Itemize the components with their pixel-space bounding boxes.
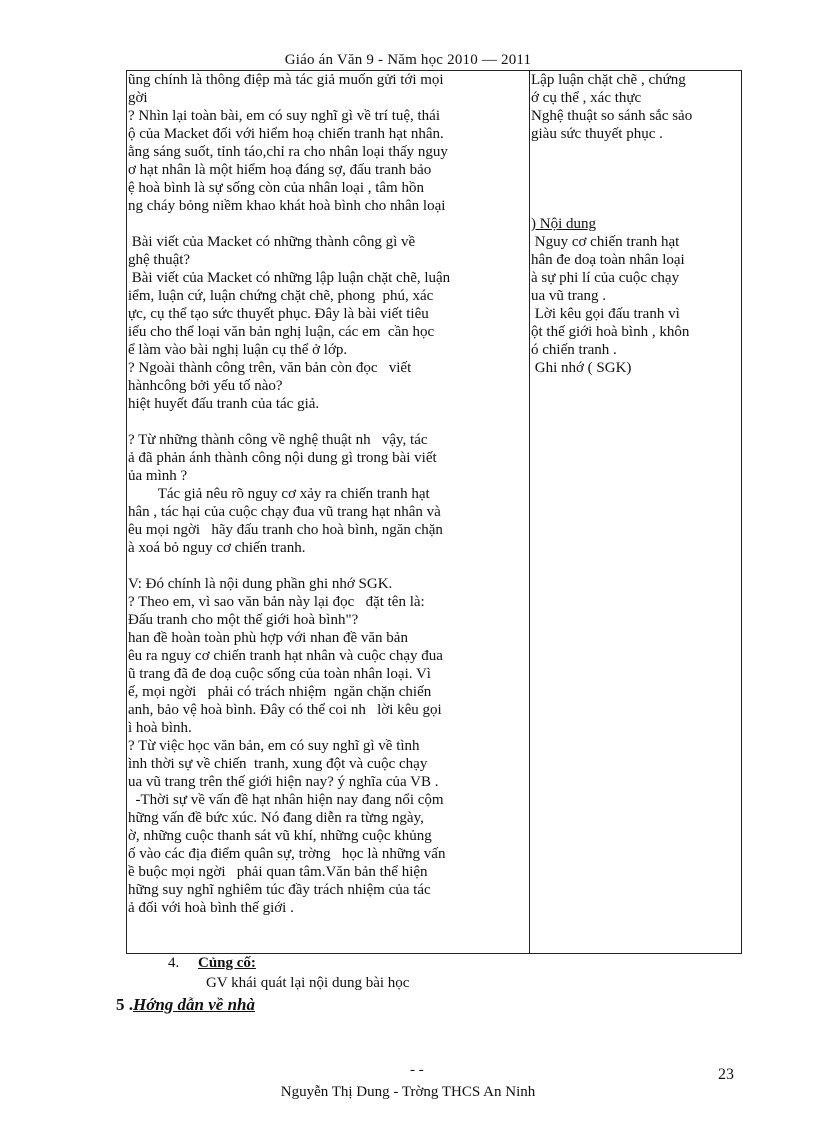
activity-text-line xyxy=(127,557,529,575)
content-text-line: Lập luận chặt chẽ , chứng xyxy=(531,72,686,88)
activity-column xyxy=(127,71,530,953)
activity-text-line: ì hoà bình. xyxy=(128,720,192,736)
activity-text-line: Bài viết của Macket có những lập luận chặt chẽ, luận xyxy=(128,270,451,286)
activity-text-line: ả đã phản ánh thành công nội dung gì trong bài viết xyxy=(128,450,437,466)
content-text-line: ua vũ trang . xyxy=(531,288,606,304)
activity-text-line: anh, bảo vệ hoà bình. Đây có thể coi nh lời kêu gọi xyxy=(128,702,442,718)
activity-text-line: ua vũ trang trên thế giới hiện nay? ý nghĩa của VB . xyxy=(128,774,439,790)
activity-text-line: ực, cụ thể tạo sức thuyết phục. Đây là bài viết tiêu xyxy=(128,306,429,322)
activity-text-line: ? Ngoài thành công trên, văn bản còn đọc viết xyxy=(128,360,412,376)
huong-dan-number: 5 . xyxy=(116,995,133,1014)
content-column xyxy=(530,71,739,953)
cung-co-title: Củng cố: xyxy=(198,955,256,971)
content-text-line: ó chiến tranh . xyxy=(531,342,617,358)
activity-text-line: hân , tác hại của cuộc chạy đua vũ trang hạt nhân và xyxy=(128,504,441,520)
activity-text-line: ộ của Macket đối với hiểm hoạ chiến tranh hạt nhân. xyxy=(128,126,444,142)
activity-text-line: ơ hạt nhân là một hiểm hoạ đáng sợ, đấu tranh bảo xyxy=(128,162,432,178)
activity-text-line: ằng sáng suốt, tỉnh táo,chỉ ra cho nhân loại thấy nguy xyxy=(128,144,448,160)
activity-text-line: ủa mình ? xyxy=(128,468,188,484)
content-text-line: giàu sức thuyết phục . xyxy=(531,126,663,142)
page-number: 23 xyxy=(718,1066,734,1083)
activity-text-line: V: Đó chính là nội dung phần ghi nhớ SGK. xyxy=(128,576,393,592)
activity-text-line: ũng chính là thông điệp mà tác giả muốn gửi tới mọi xyxy=(128,72,444,88)
activity-text-line: ình thời sự về chiến tranh, xung đột và cuộc chạy xyxy=(128,756,428,772)
activity-text-line: ả đối với hoà bình thế giới . xyxy=(128,900,294,916)
page-footer: Nguyễn Thị Dung - Trờng THCS An Ninh xyxy=(280,1084,536,1100)
activity-text-line: êu ra nguy cơ chiến tranh hạt nhân và cuộc chạy đua xyxy=(128,648,443,664)
content-text-line xyxy=(530,179,739,197)
activity-text-line: hànhcông bởi yếu tố nào? xyxy=(128,378,283,394)
activity-text-line: ? Từ những thành công về nghệ thuật nh vậy, tác xyxy=(128,432,428,448)
activity-text-line: ? Từ việc học văn bản, em có suy nghĩ gì về tình xyxy=(128,738,420,754)
content-text-line: Lời kêu gọi đấu tranh vì xyxy=(531,306,680,322)
activity-text-line: iểu cho thể loại văn bản nghị luận, các em cần học xyxy=(128,324,435,340)
activity-text-line xyxy=(127,413,529,431)
activity-text-line: ? Nhìn lại toàn bài, em có suy nghĩ gì về trí tuệ, thái xyxy=(128,108,441,124)
lesson-table xyxy=(126,70,742,954)
huong-dan-heading xyxy=(116,995,255,1015)
activity-text-line: hiệt huyết đấu tranh của tác giả. xyxy=(128,396,320,412)
activity-text-line: ghệ thuật? xyxy=(128,252,191,268)
activity-text-line: ờ, những cuộc thanh sát vũ khí, những cuộc khủng xyxy=(128,828,432,844)
activity-text-line: ố vào các địa điểm quân sự, trờng học là những vấn xyxy=(128,846,446,862)
content-text-line xyxy=(530,161,739,179)
activity-text-line: ? Theo em, vì sao văn bản này lại đọc đặt tên là: xyxy=(128,594,425,610)
content-text-line: hân đe doạ toàn nhân loại xyxy=(531,252,685,268)
cung-co-text: GV khái quát lại nội dung bài học xyxy=(206,975,410,991)
activity-text-line: Bài viết của Macket có những thành công gì về xyxy=(128,234,416,250)
activity-text-line: ề buộc mọi ngời phải quan tâm.Văn bản thể hiện xyxy=(128,864,428,880)
activity-text-line: gời xyxy=(128,90,148,106)
activity-text-line: ể làm vào bài nghị luận cụ thể ở lớp. xyxy=(128,342,348,358)
content-text-line: ) Nội dung xyxy=(531,216,596,232)
content-text-line: Nghệ thuật so sánh sắc sảo xyxy=(531,108,693,124)
activity-text-line: Tác giả nêu rõ nguy cơ xảy ra chiến tranh hạt xyxy=(128,486,430,502)
page-header: Giáo án Văn 9 - Năm học 2010 — 2011 xyxy=(284,52,532,68)
activity-text-line: -Thời sự về vấn đề hạt nhân hiện nay đang nổi cộm xyxy=(128,792,444,808)
content-text-line: ột thế giới hoà bình , khôn xyxy=(531,324,690,340)
activity-text-line: hững vấn đề bức xúc. Nó đang diễn ra từng ngày, xyxy=(128,810,424,826)
activity-text-line: êu mọi ngời hãy đấu tranh cho hoà bình, ngăn chặn xyxy=(128,522,443,538)
activity-text-line: ế, mọi ngời phải có trách nhiệm ngăn chặn chiến xyxy=(128,684,432,700)
cung-co-number: 4. xyxy=(168,955,180,971)
activity-text-line: ũ trang đã đe doạ cuộc sống của toàn nhân loại. Vì xyxy=(128,666,431,682)
activity-text-line: ệ hoà bình là sự sống còn của nhân loại , tâm hồn xyxy=(128,180,424,196)
activity-text-line: hững suy nghĩ nghiêm túc đầy trách nhiệm của tác xyxy=(128,882,431,898)
content-text-line: Ghi nhớ ( SGK) xyxy=(531,360,632,376)
content-text-line xyxy=(530,197,739,215)
content-text-line: Nguy cơ chiến tranh hạt xyxy=(531,234,680,250)
content-text-line: ớ cụ thể , xác thực xyxy=(531,90,642,106)
activity-text-line: à xoá bỏ nguy cơ chiến tranh. xyxy=(128,540,306,556)
huong-dan-title: Hớng dẫn về nhà xyxy=(133,995,256,1014)
activity-text-line: ng cháy bỏng niềm khao khát hoà bình cho nhân loại xyxy=(128,198,446,214)
activity-text-line xyxy=(127,215,529,233)
content-text-line: à sự phi lí của cuộc chạy xyxy=(531,270,680,286)
activity-text-line: han đề hoàn toàn phù hợp với nhan đề văn bản xyxy=(128,630,408,646)
footer-dashes: - - xyxy=(410,1062,424,1078)
cung-co-heading xyxy=(168,955,256,972)
activity-text-line: Đấu tranh cho một thế giới hoà bình"? xyxy=(128,612,359,628)
activity-text-line: iểm, luận cứ, luận chứng chặt chẽ, phong phú, xác xyxy=(128,288,434,304)
content-text-line xyxy=(530,143,739,161)
